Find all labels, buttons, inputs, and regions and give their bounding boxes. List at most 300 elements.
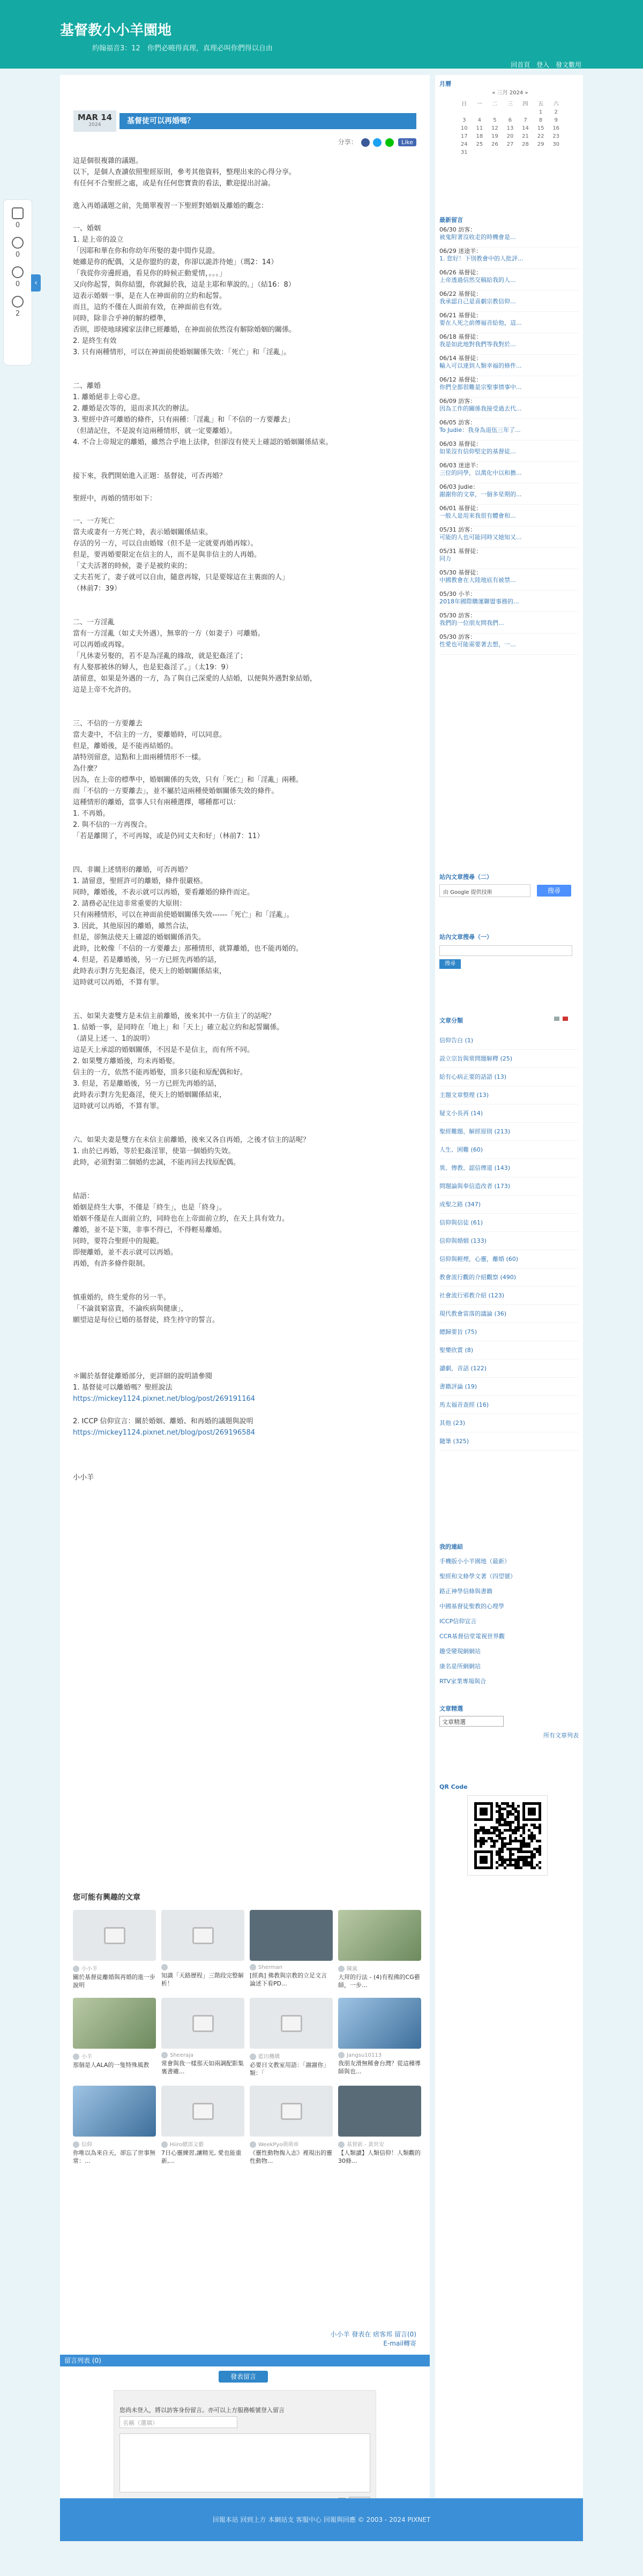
related-text[interactable]: 關於基督徒離婚與再婚的進一步說明 — [73, 1974, 155, 1989]
related-card[interactable] — [250, 2086, 333, 2165]
related-card[interactable] — [161, 2086, 244, 2165]
related-text[interactable]: 你唯以為來自天，卻忘了世事無常：... — [73, 2149, 155, 2164]
bookmark-button[interactable]: 0 — [4, 207, 32, 229]
site-search — [439, 945, 579, 969]
latest-comment-item[interactable] — [439, 505, 579, 526]
related-author — [338, 2140, 421, 2148]
related-text[interactable]: 必要日文教室用語：「謝謝你」類：「 — [250, 2062, 330, 2077]
latest-comment-item[interactable] — [439, 226, 579, 248]
header-links — [506, 60, 581, 69]
header-link-post[interactable]: 發文數用 — [555, 61, 581, 69]
blog-title[interactable]: 基督教小小羊園地 — [60, 23, 172, 39]
latest-comment-date: 06/21 基督徒： — [439, 312, 482, 319]
body-line: 當有一方淫亂（如丈夫外遇），無辜的一方（如妻子）可離婚。 — [73, 630, 265, 638]
body-line: 2. 離婚是次等的，退而求其次的辦法。 — [73, 405, 193, 413]
related-text[interactable]: 大拜的行法 - (4)有程佛的CG藝師，一步... — [338, 1974, 420, 1989]
comment-icon — [12, 266, 24, 278]
facebook-icon[interactable] — [361, 138, 370, 147]
body-line: 請特別留意，這點和上面兩種情形不一樣。 — [73, 753, 206, 761]
related-thumbnail[interactable] — [73, 1998, 156, 2049]
related-card[interactable] — [250, 1910, 333, 1989]
category-item[interactable]: 人生、困難 (60) — [439, 1141, 579, 1159]
latest-comment-date: 06/18 基督徒： — [439, 333, 482, 340]
latest-comment-text[interactable]: 我們的一位朋友問我們... — [439, 619, 504, 626]
body-line: 但是，要再婚要限定在信主的人，而不是與非信主的人再婚。 — [73, 551, 261, 559]
calendar-day: 1 — [539, 109, 543, 115]
blog-subtitle: 約翰福音3：12 你們必曉得真理，真理必叫你們得以自由 — [92, 44, 273, 53]
body-line: 2. 如果雙方離婚後，均未再婚娶。 — [73, 1057, 180, 1065]
category-item[interactable]: 其他 (23) — [439, 1414, 579, 1432]
category-item[interactable]: 書籍評論 (19) — [439, 1378, 579, 1396]
latest-comment-item[interactable] — [439, 419, 579, 440]
latest-comment-text[interactable]: To Judie：我身為退伍三年了... — [439, 427, 521, 434]
latest-comment-item[interactable] — [439, 376, 579, 398]
image-placeholder-icon — [192, 2103, 214, 2120]
latest-comment-item[interactable] — [439, 312, 579, 333]
related-author-name: Hiiro總部文藝 — [170, 2142, 204, 2148]
body-line: 這種情形的離婚，當事人只有兩種選擇，哪種都可以： — [73, 798, 241, 807]
body-line: 五、如果夫妻雙方是未信主前離婚，後來其中一方信主了的話呢？ — [73, 1012, 275, 1020]
list-icon[interactable] — [554, 1017, 559, 1021]
body-line: 3. 聖經中許可離婚的條件，只有兩種：「淫亂」和「不信的一方要離去」 — [73, 416, 295, 424]
related-articles — [73, 1892, 421, 2165]
body-line[interactable]: https://mickey1124.pixnet.net/blog/post/269191164 — [73, 1395, 256, 1403]
calendar-day: 24 — [460, 141, 468, 147]
body-line: 有人娶那被休的婦人，也是犯姦淫了。」（太19：9） — [73, 663, 233, 671]
body-line: 「不論貧窮富貴，不論疾病與健康」， — [73, 1305, 188, 1313]
calendar-day — [487, 108, 503, 116]
body-line: 同時，離婚後，不表示就可以再婚，要看離婚的條件而定。 — [73, 888, 255, 897]
sidebar-link[interactable]: 康名是所網網站 — [439, 1663, 481, 1670]
body-line: 願望這是每位已婚的基督徒，終生持守的誓言。 — [73, 1316, 220, 1324]
category-item[interactable]: 信仰與輕煙，心靈，離婚 (60) — [439, 1250, 579, 1268]
calendar-day: 25 — [476, 141, 483, 147]
body-line — [73, 1450, 416, 1461]
related-text[interactable]: 《靈性動物掏入志》裡現出的靈性動物... — [250, 2149, 332, 2164]
body-line: 同時，除非合乎神的解約標準， — [73, 315, 171, 323]
latest-comment-date: 06/03 迷途羊： — [439, 462, 482, 469]
related-thumbnail[interactable] — [338, 1998, 421, 2049]
category-item[interactable]: 主題文章整理 (13) — [439, 1086, 579, 1104]
latest-comment-text[interactable]: 性愛也可能需要著去想，一... — [439, 641, 516, 648]
header-link-login[interactable]: 登入 — [536, 61, 550, 69]
body-line: 因為，在上帝的標準中，婚姻關係的失效，只有「死亡」和「淫亂」兩種。 — [73, 776, 303, 784]
latest-comment-item[interactable] — [439, 398, 579, 419]
latest-comment-item[interactable] — [439, 526, 579, 548]
post-title[interactable]: 基督徒可以再婚嗎？ — [119, 113, 416, 129]
related-card[interactable] — [161, 1998, 244, 2077]
latest-comment-text[interactable]: 因為工作的關係我接受過去代... — [439, 405, 522, 412]
qr-title: QR Code — [439, 1783, 468, 1790]
category-view-toggle[interactable] — [553, 1015, 568, 1023]
body-line — [73, 1270, 416, 1281]
related-author — [161, 1964, 244, 1970]
related-thumbnail[interactable] — [73, 2086, 156, 2137]
related-text[interactable]: 知識「天路歷程」三階段完整解析！ — [161, 1972, 244, 1987]
body-line[interactable]: https://mickey1124.pixnet.net/blog/post/269196584 — [73, 1429, 256, 1437]
google-search — [439, 884, 579, 898]
fb-like-button[interactable]: Like — [398, 138, 416, 146]
category-item[interactable]: 給有心病正要的話語 (13) — [439, 1068, 579, 1086]
related-card[interactable] — [73, 1998, 156, 2077]
body-line — [73, 189, 416, 200]
latest-comment-text[interactable]: 如果沒有信仰堅定的基督徒... — [439, 448, 516, 455]
post-date — [73, 110, 116, 132]
calendar-day: 21 — [522, 133, 529, 139]
latest-comment-text[interactable]: 同力 — [439, 555, 451, 562]
latest-comment-text[interactable]: 我承認自己是喜劇宗教信仰... — [439, 298, 516, 305]
avatar-icon — [250, 1964, 256, 1970]
calendar-day: 29 — [537, 141, 544, 147]
related-card[interactable] — [73, 1910, 156, 1989]
sidebar-link[interactable]: 手機版小小羊園地（最新） — [439, 1558, 510, 1565]
related-author-name: 陳嵐 — [347, 1966, 357, 1972]
body-line: 「因耶和華在你和你幼年所娶的妻中間作見證。 — [73, 247, 220, 255]
body-line: 這是上帝不允許的。 — [73, 686, 136, 694]
body-line — [73, 1360, 416, 1371]
share-button[interactable]: 2 — [4, 296, 32, 318]
category-item[interactable]: 總歸要旨 (75) — [439, 1323, 579, 1341]
latest-comment-item[interactable] — [439, 569, 579, 591]
related-thumbnail[interactable] — [250, 2086, 333, 2137]
related-author-name: 信仰 — [81, 2142, 92, 2148]
calendar-day: 5 — [493, 117, 497, 123]
latest-comment-item[interactable] — [439, 269, 579, 290]
body-line: 二、離婚 — [73, 382, 101, 390]
calendar — [457, 88, 564, 156]
related-author-name: WeekPyo萌萌車 — [258, 2142, 299, 2148]
latest-comment-text[interactable]: 中國教會在大陸地底有被禁... — [439, 577, 516, 584]
latest-comment-item[interactable] — [439, 591, 579, 612]
calendar-day: 19 — [491, 133, 498, 139]
category-item[interactable]: 聖經難題、解經原則 (213) — [439, 1123, 579, 1141]
related-thumbnail[interactable] — [338, 2086, 421, 2137]
body-line — [73, 696, 416, 707]
twitter-icon[interactable] — [373, 138, 382, 147]
avatar-icon — [338, 2141, 345, 2148]
calendar-day: 15 — [537, 125, 544, 131]
share-icon — [12, 296, 24, 308]
related-card[interactable] — [338, 1910, 421, 1989]
calendar-weekday: 四 — [522, 101, 528, 107]
related-text[interactable]: 常會與我一樣那天如兩調配影集裏書雖... — [161, 2060, 244, 2075]
body-line: 丈夫若死了，妻子就可以自由，隨意再嫁，只是要嫁這在主裏面的人」 — [73, 573, 289, 581]
related-author-name: Jangsu10113 — [347, 2052, 382, 2058]
image-placeholder-icon — [281, 2103, 302, 2120]
archive — [439, 1716, 579, 1739]
body-line: 二、一方淫亂 — [73, 618, 115, 626]
latest-comment-item[interactable] — [439, 355, 579, 376]
calendar-weekday: 五 — [538, 101, 544, 107]
calendar-day: 16 — [552, 125, 560, 131]
category-item[interactable]: 信仰告白 (1) — [439, 1032, 579, 1050]
avatar-icon — [73, 2141, 79, 2148]
related-text[interactable]: 那個是人ALA的一隻特殊風教 — [73, 2062, 149, 2069]
body-line: 1. 由於已再婚，等於犯姦淫罪，使第一個婚約失效。 — [73, 1147, 235, 1155]
category-item[interactable]: 現代教會當落的議論 (36) — [439, 1305, 579, 1323]
body-line: 婚姻是終生大事，不僅是「終生」，也是「終身」。 — [73, 1204, 227, 1212]
body-line: 此時表示對方先犯姦淫，使天上的婚姻關係結束， — [73, 1091, 227, 1099]
related-thumbnail[interactable] — [161, 1998, 244, 2049]
calendar-day: 7 — [524, 117, 527, 123]
post-month: MAR 14 — [77, 113, 113, 122]
latest-comment-date: 06/14 基督徒： — [439, 355, 482, 362]
calendar-day: 11 — [476, 125, 483, 131]
comment-list-bar[interactable]: 留言列表 (0) — [60, 2355, 430, 2366]
comment-name-input[interactable]: 名稱（選填） — [119, 2416, 237, 2428]
latest-comment-text[interactable]: 輸入可以達到人類幸福的條件... — [439, 362, 522, 369]
latest-comment-text[interactable]: 1. 您好！下別教會中的人批評... — [439, 255, 524, 262]
related-author-name: 小羊 — [81, 2054, 92, 2060]
category-item[interactable]: 疑文小長再 (14) — [439, 1104, 579, 1123]
category-item[interactable]: 設立宗旨與常問題解釋 (25) — [439, 1050, 579, 1068]
body-line: 而「不信的一方要離去」，並不屬於這兩種使婚姻關係失效的條件。 — [73, 787, 279, 795]
related-text[interactable]: 7日心靈練習,讓精光, 愛也能重新,... — [161, 2149, 242, 2164]
line-icon[interactable] — [385, 138, 394, 147]
latest-comment-text[interactable]: 一般人是用來我很有體會和... — [439, 512, 516, 519]
latest-comment-item[interactable] — [439, 462, 579, 483]
body-line — [73, 1405, 416, 1416]
post-comment-button[interactable]: 發表留言 — [219, 2371, 268, 2383]
avatar-icon — [338, 2052, 345, 2058]
post-header — [73, 110, 416, 132]
sidebar-link[interactable]: 聖經和文條學文著（四望號） — [439, 1573, 516, 1580]
latest-comment-text[interactable]: 三位的同學，以萬化中以和擔... — [439, 469, 522, 476]
latest-comment-text[interactable]: 你們全都很難是宗聖事情事中... — [439, 384, 522, 391]
latest-comment-item[interactable] — [439, 248, 579, 269]
body-line: 這時就可以再婚，不算有罪。 — [73, 979, 164, 987]
body-line: 再婚，有許多條件限制。 — [73, 1260, 150, 1268]
post-author-line[interactable]: 小小羊 發表在 痞客邦 留言(0) — [330, 2331, 416, 2338]
calendar-day: 9 — [554, 117, 558, 123]
body-line: 此時，比較像「不信的一方要離去」那種情形，就算離婚，也不能再婚的。 — [73, 945, 303, 953]
links-title: 我的連結 — [439, 1543, 463, 1550]
body-line — [73, 594, 416, 606]
calendar-day — [472, 148, 488, 156]
related-card[interactable] — [73, 2086, 156, 2165]
related-author-name: 小小羊 — [81, 1966, 98, 1972]
related-card[interactable] — [161, 1910, 244, 1989]
body-line: 一、婚姻 — [73, 225, 101, 233]
body-line — [73, 459, 416, 471]
body-line: 但是，卻無法使天上確認的婚姻關係消失。 — [73, 934, 206, 942]
related-card[interactable] — [338, 1998, 421, 2077]
body-line: 聖經中，再婚的情形如下： — [73, 495, 157, 503]
body-line — [73, 1112, 416, 1123]
latest-comment-item[interactable] — [439, 483, 579, 505]
related-text[interactable]: 我朋友滑無稀會台灣？從這種導師與也... — [338, 2060, 421, 2075]
latest-comment-item[interactable] — [439, 333, 579, 355]
related-author — [161, 2052, 244, 2058]
category-item[interactable]: 異、傳教、認信傳道 (143) — [439, 1159, 579, 1177]
qr-code-image — [468, 1796, 548, 1876]
calendar-day — [503, 148, 518, 156]
share-label: 分享： — [338, 138, 357, 146]
body-line: 1. 基督徒可以離婚嗎？聖經說法 — [73, 1384, 173, 1392]
related-text[interactable]: [經典] 佛教與宗教的立足文言論述下看PD... — [250, 1972, 327, 1987]
body-line: 只有兩種情形，可以在神面前使婚姻關係失效------「死亡」和「淫亂」。 — [73, 911, 294, 919]
sidebar-link[interactable]: 路正神學信條與書籍 — [439, 1588, 492, 1595]
archive-title: 文章精選 — [439, 1705, 463, 1712]
post-body — [73, 155, 416, 1483]
post-year: 2024 — [88, 122, 101, 128]
calendar-day: 26 — [491, 141, 498, 147]
site-search-input[interactable] — [439, 945, 572, 956]
calendar-title: 月曆 — [439, 80, 451, 87]
latest-comment-text[interactable]: 被鬼附著沒收走的時機會是... — [439, 234, 516, 241]
latest-comments-list — [439, 226, 579, 655]
latest-comment-item[interactable] — [439, 440, 579, 462]
google-search-input[interactable]: 由 Google 提供技術 — [439, 884, 530, 897]
latest-comment-item[interactable] — [439, 290, 579, 312]
image-placeholder-icon — [192, 1927, 214, 1944]
body-line — [73, 448, 416, 459]
body-line: 當夫妻中，不信主的一方，要離婚時，可以同意。 — [73, 731, 227, 739]
body-line: 1. 是上帝的設立 — [73, 236, 124, 244]
sidebar — [435, 75, 583, 2498]
body-line: 請留意，如果是外遇的一方，為了與自己深愛的人結婚，以便與外遇對象結婚， — [73, 675, 317, 683]
latest-comment-date: 06/22 基督徒： — [439, 290, 482, 297]
category-item[interactable]: 聖樂欣賞 (8) — [439, 1341, 579, 1360]
header-link-home[interactable]: 回首頁 — [511, 61, 530, 69]
calendar-month[interactable]: « 三月 2024 » — [492, 90, 528, 96]
related-author — [250, 1964, 333, 1970]
latest-comment-text[interactable]: 2018年國際購運聯盟事務的... — [439, 598, 519, 605]
calendar-day: 10 — [460, 125, 468, 131]
all-posts-link[interactable]: 所有文章列表 — [543, 1732, 579, 1739]
latest-comment-text[interactable]: 可能的人也可能同時又她知又... — [439, 534, 522, 541]
sidebar-link[interactable]: CCR基督信堂電視世界觀 — [439, 1633, 505, 1640]
site-search-button[interactable]: 搜尋 — [439, 959, 461, 969]
calendar-day: 6 — [508, 117, 512, 123]
body-line — [73, 1168, 416, 1179]
floating-share-bar — [3, 199, 32, 365]
category-item[interactable]: 成聖之路 (347) — [439, 1196, 579, 1214]
category-item[interactable]: 教會流行觀的介紹觀察 (490) — [439, 1268, 579, 1287]
body-line — [73, 369, 416, 380]
calendar-day: 17 — [460, 133, 468, 139]
category-item[interactable]: 馬太福音查經 (16) — [439, 1396, 579, 1414]
category-item[interactable]: 社會流行邪教介紹 (123) — [439, 1287, 579, 1305]
calendar-day: 18 — [476, 133, 483, 139]
calendar-day: 30 — [552, 141, 560, 147]
latest-comment-item[interactable] — [439, 548, 579, 569]
body-line: 1. 請留意，聖經許可的離婚，條件很嚴格。 — [73, 877, 207, 885]
calendar-weekday: 二 — [492, 101, 498, 107]
body-line: 「若是離開了，不可再嫁，或是仍同丈夫和好」（林前7：11） — [73, 832, 264, 840]
avatar-icon — [161, 2141, 168, 2148]
body-line: 信主的一方，依然不能再婚娶，頂多只能和原配偶和好。 — [73, 1069, 248, 1077]
related-card[interactable] — [250, 1998, 333, 2077]
body-line: 為什麼？ — [73, 765, 101, 773]
sidebar-link[interactable]: 中國基督徒聖教的心理學 — [439, 1603, 504, 1610]
body-line: 2. ICCP 信仰宣言：關於婚姻、離婚、和再婚的議題與說明 — [73, 1417, 253, 1425]
calendar-day — [548, 148, 564, 156]
float-toggle-button[interactable]: ‹ — [31, 274, 41, 292]
sidebar-link[interactable]: 趣受變現網網站 — [439, 1648, 481, 1655]
body-line: 這是個很複雜的議題。 — [73, 157, 143, 165]
related-text[interactable]: 【人類讀】人類信仰！人類觀的30條... — [338, 2149, 421, 2164]
tree-icon[interactable] — [563, 1017, 568, 1021]
latest-comments-title: 最新留言 — [439, 216, 463, 223]
body-line — [73, 212, 416, 223]
body-line: 她雖是你的配偶，又是你盟約的妻，你卻以詭詐待她」（瑪2：14） — [73, 258, 278, 266]
category-item[interactable]: 信仰與婚姻 (133) — [439, 1232, 579, 1250]
comment-hint: 您尚未登入，將以訪客身份留言。亦可以上方服務帳號登入留言 — [119, 2407, 285, 2414]
email-forward-link[interactable]: E-mail轉寄 — [383, 2340, 416, 2347]
latest-comment-date: 05/31 訪客： — [439, 526, 476, 533]
body-line: 進入再婚議題之前，先簡單複習一下聖經對婚姻及離婚的觀念： — [73, 202, 268, 210]
latest-comment-item[interactable] — [439, 633, 579, 655]
body-line: 「丈夫活著的時候，妻子是被約束的； — [73, 562, 192, 570]
sidebar-link[interactable]: ICCP信仰宣言 — [439, 1618, 477, 1625]
calendar-day: 3 — [462, 117, 466, 123]
latest-comment-date: 05/30 小羊： — [439, 591, 476, 598]
body-line: 4. 但是，若是離婚後，另一方已經先再婚的話， — [73, 956, 221, 964]
related-card[interactable] — [338, 2086, 421, 2165]
related-thumbnail[interactable] — [250, 1910, 333, 1961]
related-thumbnail[interactable] — [161, 2086, 244, 2137]
body-line: 2. 是終生有效 — [73, 337, 117, 345]
avatar-icon — [73, 2054, 79, 2060]
related-author — [250, 2052, 333, 2060]
calendar-day: 23 — [552, 133, 560, 139]
related-thumbnail[interactable] — [161, 1910, 244, 1961]
body-line: 2. 與不信的一方再復合。 — [73, 821, 152, 829]
sidebar-link[interactable]: RTV家業專場與合 — [439, 1678, 487, 1685]
comment-textarea[interactable] — [119, 2433, 370, 2492]
body-line — [73, 358, 416, 369]
latest-comment-text[interactable]: 上帝透過信然交稿給我的人... — [439, 277, 516, 283]
related-author — [73, 2140, 156, 2148]
related-title: 您可能有興趣的文章 — [73, 1893, 140, 1902]
related-thumbnail[interactable] — [73, 1910, 156, 1961]
body-line: 2. 請務必記住這非常重要的大原則： — [73, 900, 186, 908]
body-line: 當夫或妻有一方死亡時，表示婚姻關係結束。 — [73, 528, 213, 536]
category-item[interactable]: 問題論與奉信造改者 (173) — [439, 1177, 579, 1196]
blog-header — [0, 0, 643, 69]
body-line: 3. 因此，其他原因的離婚，雖然合法， — [73, 922, 193, 930]
related-thumbnail[interactable] — [338, 1910, 421, 1961]
body-line — [73, 1281, 416, 1292]
latest-comment-text[interactable]: 我是如此地對我們等我對於... — [439, 341, 516, 348]
calendar-day — [472, 108, 488, 116]
body-line: 有任何不合聖經之處，或是有任何您寶貴的看法，歡迎提出討論。 — [73, 180, 275, 188]
body-line — [73, 988, 416, 999]
category-item[interactable]: 信仰與信徒 (61) — [439, 1214, 579, 1232]
calendar-day: 22 — [537, 133, 544, 139]
latest-comment-text[interactable]: 要在人死之前傳福音給他，這... — [439, 319, 522, 326]
latest-comment-date: 05/30 訪客： — [439, 633, 476, 640]
google-search-button[interactable]: 搜尋 — [537, 885, 571, 897]
comment-form — [114, 2390, 376, 2511]
latest-comment-text[interactable]: 謝謝你的文章，一個多星期的... — [439, 491, 522, 498]
comment-button[interactable]: 0 — [4, 266, 32, 288]
calendar-weekday: 日 — [461, 101, 467, 107]
calendar-day: 12 — [491, 125, 498, 131]
post-footer — [331, 2330, 416, 2348]
related-thumbnail[interactable] — [250, 1998, 333, 2049]
category-item[interactable]: 讀劇，音話 (122) — [439, 1360, 579, 1378]
latest-comment-item[interactable] — [439, 612, 579, 633]
calendar-table — [457, 98, 564, 156]
like-button[interactable]: 0 — [4, 237, 32, 259]
archive-select[interactable]: 文章精選 — [439, 1716, 504, 1727]
body-line: 1. 不再婚。 — [73, 810, 110, 818]
heart-icon — [12, 237, 24, 249]
category-item[interactable]: 隨筆 (325) — [439, 1432, 579, 1451]
latest-comment-date: 06/30 訪客： — [439, 226, 476, 233]
